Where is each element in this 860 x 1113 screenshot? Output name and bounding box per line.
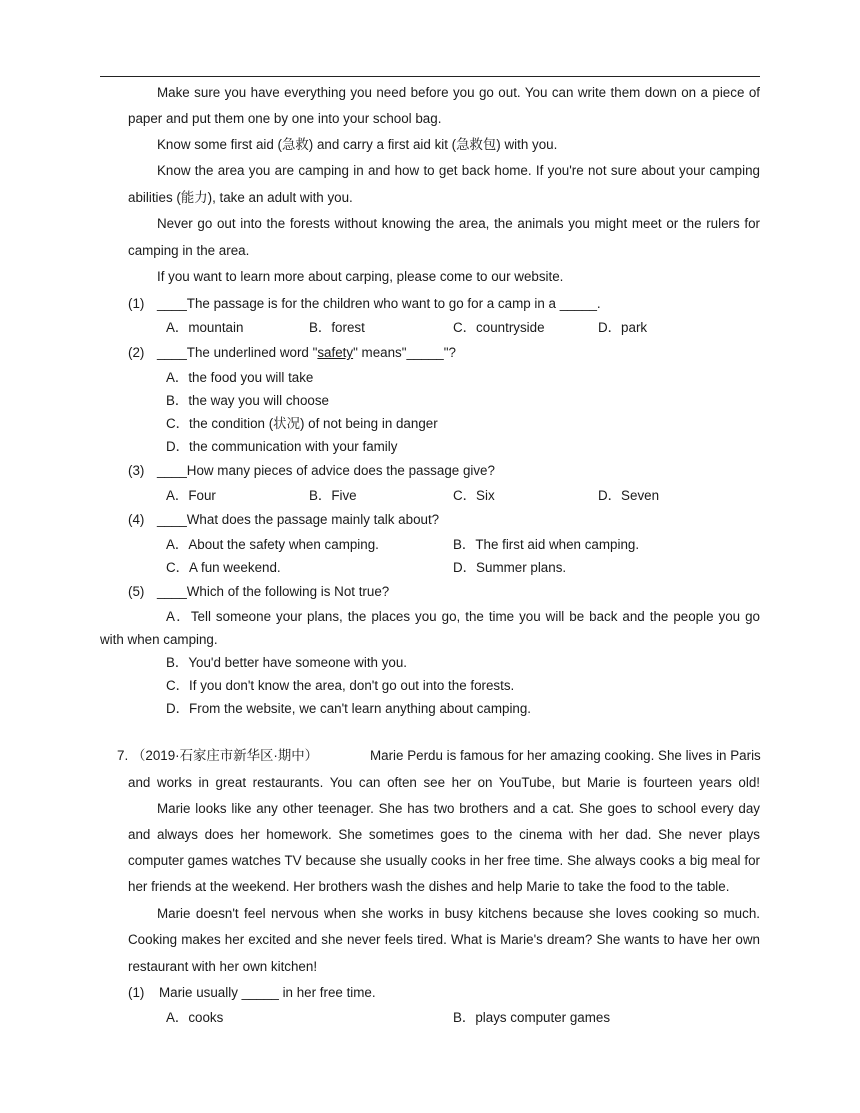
passage-line: her friends at the weekend. Her brothers wash the dishes and help Marie to take the food to the table.: [128, 879, 730, 894]
question-number: (1): [128, 985, 145, 1000]
passage-line: Marie Perdu is famous for her amazing cooking. She lives in Paris: [370, 748, 761, 763]
passage-line: restaurant with her own kitchen!: [128, 959, 318, 974]
question-text: ____How many pieces of advice does the passage give?: [157, 463, 495, 478]
option-a: A．Tell someone your plans, the places you go, the time you will be back and the people you go: [166, 609, 760, 624]
option-a-continued: with when camping.: [100, 632, 218, 647]
option-d: D．Seven: [598, 488, 660, 503]
underlined-word: safety: [317, 345, 354, 360]
question-number: (5): [128, 584, 145, 599]
option-a: A．mountain: [166, 320, 244, 335]
option-b: B．The first aid when camping.: [453, 537, 640, 552]
option-b: B．Five: [309, 488, 357, 503]
option-c: C．Six: [453, 488, 495, 503]
question-text: [157, 343, 456, 363]
passage-line: Know the area you are camping in and how to get back home. If you're not sure about your camping: [157, 163, 760, 178]
option-d: D．From the website, we can't learn anything about camping.: [166, 701, 532, 716]
option-c: C．countryside: [453, 320, 545, 335]
question-number: (1): [128, 296, 145, 311]
passage-line: Make sure you have everything you need before you go out. You can write them down on a piece of: [157, 85, 760, 100]
passage-line: computer games watches TV because she usually cooks in her free time. She always cooks a big meal for: [128, 853, 760, 868]
question-text-pre: ____The underlined word ": [157, 345, 318, 360]
question-text-post: " means"_____"?: [353, 345, 456, 360]
question-number: (3): [128, 463, 145, 478]
passage-line: and always does her homework. She sometimes goes to the cinema with her dad. She never plays: [128, 827, 760, 842]
option-d: D．the communication with your family: [166, 439, 398, 454]
passage-line: camping in the area.: [128, 243, 250, 258]
option-c: C．the condition (状况) of not being in danger: [166, 416, 438, 431]
option-d: D．park: [598, 320, 648, 335]
option-a: A．the food you will take: [166, 370, 314, 385]
source-tag: （2019·石家庄市新华区·期中）: [132, 748, 319, 763]
option-a: A．Four: [166, 488, 216, 503]
option-d: D．Summer plans.: [453, 560, 567, 575]
passage-line: Never go out into the forests without knowing the area, the animals you might meet or the rulers for: [157, 216, 760, 231]
option-c: C．A fun weekend.: [166, 560, 281, 575]
question-text: ____The passage is for the children who want to go for a camp in a _____.: [157, 296, 601, 311]
passage-line: abilities (能力), take an adult with you.: [128, 190, 353, 205]
option-b: B．You'd better have someone with you.: [166, 655, 408, 670]
header-rule: [100, 76, 760, 77]
passage-line: Marie doesn't feel nervous when she works in busy kitchens because she loves cooking so much.: [157, 906, 760, 921]
passage-line: If you want to learn more about carping, please come to our website.: [157, 269, 564, 284]
option-a: A．About the safety when camping.: [166, 537, 379, 552]
item-number: 7.: [117, 748, 129, 763]
question-text: Marie usually _____ in her free time.: [159, 985, 376, 1000]
option-a: A．cooks: [166, 1010, 224, 1025]
passage-line: Cooking makes her excited and she never feels tired. What is Marie's dream? She wants to have her own: [128, 932, 760, 947]
passage-line: paper and put them one by one into your school bag.: [128, 111, 442, 126]
question-number: (2): [128, 345, 145, 360]
option-b: B．plays computer games: [453, 1010, 611, 1025]
option-c: C．If you don't know the area, don't go out into the forests.: [166, 678, 515, 693]
option-b: B．forest: [309, 320, 365, 335]
passage-line: and works in great restaurants. You can often see her on YouTube, but Marie is fourteen years old!: [128, 775, 760, 790]
question-text: ____Which of the following is Not true?: [157, 584, 390, 599]
question-number: (4): [128, 512, 145, 527]
passage-line: Know some first aid (急救) and carry a first aid kit (急救包) with you.: [157, 137, 558, 152]
option-b: B．the way you will choose: [166, 393, 329, 408]
passage-line: Marie looks like any other teenager. She has two brothers and a cat. She goes to school every day: [157, 801, 760, 816]
question-text: ____What does the passage mainly talk about?: [157, 512, 440, 527]
